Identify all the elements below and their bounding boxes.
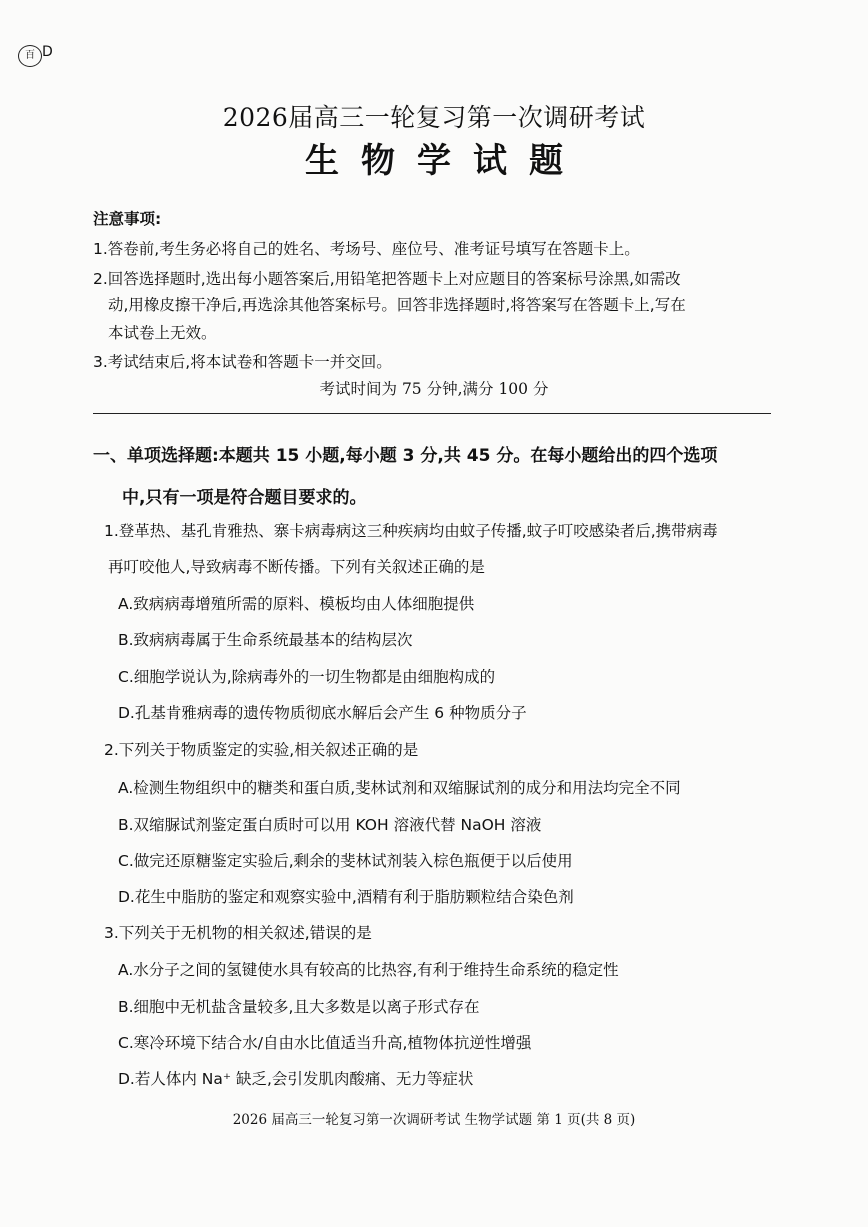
question-1-stem-line-2: 再叮咬他人,导致病毒不断传播。下列有关叙述正确的是 (108, 558, 485, 576)
notice-item-2-line-1: 2.回答选择题时,选出每小题答案后,用铅笔把答题卡上对应题目的答案标号涂黑,如需改 (93, 270, 681, 288)
question-3-option-b: B.细胞中无机盐含量较多,且大多数是以离子形式存在 (118, 998, 480, 1016)
exam-title: 2026届高三一轮复习第一次调研考试 (222, 103, 646, 132)
question-1-stem-line-1: 1.登革热、基孔肯雅热、寨卡病毒病这三种疾病均由蚊子传播,蚊子叮咬感染者后,携带病毒 (104, 522, 718, 540)
question-3-stem: 3.下列关于无机物的相关叙述,错误的是 (104, 924, 372, 942)
question-3-option-c: C.寒冷环境下结合水/自由水比值适当升高,植物体抗逆性增强 (118, 1034, 532, 1052)
question-3-option-d: D.若人体内 Na⁺ 缺乏,会引发肌肉酸痛、无力等症状 (118, 1070, 474, 1088)
question-1-option-a: A.致病病毒增殖所需的原料、模板均由人体细胞提供 (118, 595, 475, 613)
stamp-letter: D (42, 44, 53, 60)
notice-item-1: 1.答卷前,考生务必将自己的姓名、考场号、座位号、准考证号填写在答题卡上。 (93, 240, 640, 258)
stamp-char: 百 (25, 50, 35, 61)
question-3-option-a: A.水分子之间的氢键使水具有较高的比热容,有利于维持生命系统的稳定性 (118, 961, 619, 979)
notice-item-2-line-2: 动,用橡皮擦干净后,再选涂其他答案标号。回答非选择题时,将答案写在答题卡上,写在 (108, 296, 686, 314)
section-1-heading-line-1: 一、单项选择题:本题共 15 小题,每小题 3 分,共 45 分。在每小题给出的四个选项 (93, 446, 718, 466)
notice-heading: 注意事项: (93, 210, 162, 228)
question-1-option-c: C.细胞学说认为,除病毒外的一切生物都是由细胞构成的 (118, 668, 496, 686)
question-1-option-b: B.致病病毒属于生命系统最基本的结构层次 (118, 631, 413, 649)
section-1-heading-line-2: 中,只有一项是符合题目要求的。 (122, 488, 367, 508)
page-footer: 2026 届高三一轮复习第一次调研考试 生物学试题 第 1 页(共 8 页) (232, 1112, 636, 1128)
subject-title: 生物学试题 (305, 141, 585, 181)
question-2-option-c: C.做完还原糖鉴定实验后,剩余的斐林试剂装入棕色瓶便于以后使用 (118, 852, 573, 870)
question-2-option-b: B.双缩脲试剂鉴定蛋白质时可以用 KOH 溶液代替 NaOH 溶液 (118, 816, 542, 834)
question-2-option-a: A.检测生物组织中的糖类和蛋白质,斐林试剂和双缩脲试剂的成分和用法均完全不同 (118, 779, 681, 797)
header-divider (93, 413, 771, 414)
question-1-option-d: D.孔基肯雅病毒的遗传物质彻底水解后会产生 6 种物质分子 (118, 704, 527, 722)
question-2-stem: 2.下列关于物质鉴定的实验,相关叙述正确的是 (104, 741, 419, 759)
exam-time-info: 考试时间为 75 分钟,满分 100 分 (319, 380, 549, 398)
notice-item-3: 3.考试结束后,将本试卷和答题卡一并交回。 (93, 353, 392, 371)
stamp-circle (18, 45, 42, 67)
notice-item-2-line-3: 本试卷上无效。 (108, 324, 217, 342)
question-2-option-d: D.花生中脂肪的鉴定和观察实验中,酒精有利于脂肪颗粒结合染色剂 (118, 888, 574, 906)
